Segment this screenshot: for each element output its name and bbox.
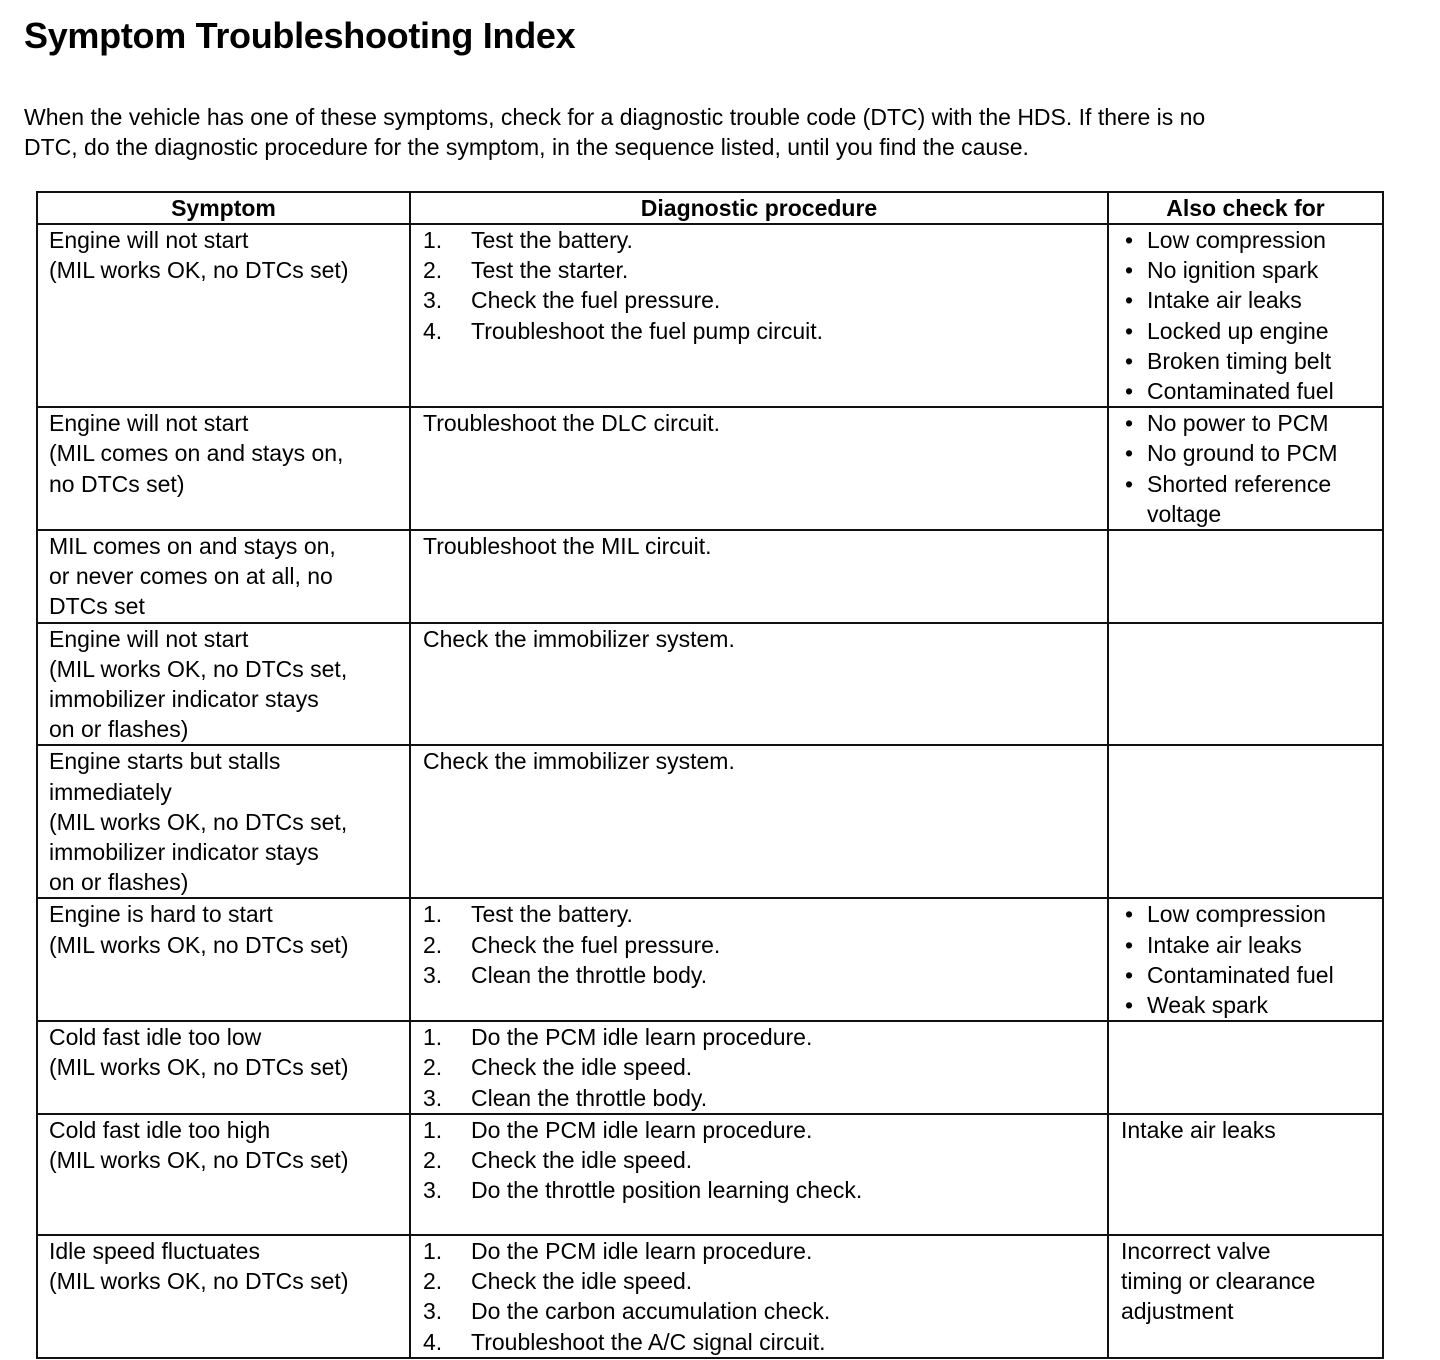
also-check-cell [1108, 623, 1383, 746]
bullet-icon: • [1125, 931, 1134, 958]
symptom-line: DTCs set [49, 593, 145, 620]
symptom-cell [37, 1235, 410, 1358]
symptom-cell [37, 1114, 410, 1235]
also-check-item [1121, 438, 1374, 468]
step-text: Check the fuel pressure. [471, 287, 721, 314]
symptom-line: (MIL works OK, no DTCs set, [49, 655, 348, 682]
also-check-item [1121, 899, 1374, 929]
bullet-icon: • [1125, 347, 1134, 374]
symptom-line: on or flashes) [49, 716, 189, 743]
bullet-icon: • [1125, 410, 1134, 437]
procedure-cell [410, 623, 1108, 746]
symptom-cell [37, 530, 410, 623]
also-check-item [1121, 960, 1374, 990]
symptom-line: (MIL works OK, no DTCs set, [49, 808, 348, 835]
table-row [37, 745, 1383, 898]
also-check-cell [1108, 1021, 1383, 1114]
symptom-line: Cold fast idle too high [49, 1116, 271, 1143]
also-check-cell [1108, 224, 1383, 407]
also-check-text: Contaminated fuel [1147, 961, 1334, 988]
step-number: 2. [423, 1054, 443, 1081]
procedure-step [423, 1236, 1099, 1266]
step-text: Clean the throttle body. [471, 1084, 708, 1111]
table-header-row [37, 192, 1383, 224]
procedure-step [423, 960, 1099, 990]
also-check-text: adjustment [1121, 1298, 1234, 1325]
bullet-icon: • [1125, 440, 1134, 467]
procedure-text: Troubleshoot the MIL circuit. [423, 533, 712, 560]
symptom-cell [37, 224, 410, 407]
also-check-item [1121, 930, 1374, 960]
step-number: 1. [423, 901, 443, 928]
header-diagnostic-procedure: Diagnostic procedure [410, 192, 1108, 224]
procedure-steps [423, 225, 1099, 346]
step-number: 3. [423, 1084, 443, 1111]
symptom-line: (MIL works OK, no DTCs set) [49, 1268, 349, 1295]
symptom-line: Engine will not start [49, 625, 249, 652]
bullet-icon: • [1125, 227, 1134, 253]
procedure-text: Troubleshoot the DLC circuit. [423, 410, 721, 437]
step-text: Do the PCM idle learn procedure. [471, 1024, 813, 1051]
step-number: 1. [423, 227, 443, 253]
also-check-cell [1108, 745, 1383, 898]
symptom-cell [37, 1021, 410, 1114]
also-check-text: Incorrect valve [1121, 1237, 1271, 1264]
also-check-continuation: voltage [1147, 500, 1222, 527]
step-number: 4. [423, 317, 443, 344]
symptom-cell [37, 623, 410, 746]
header-also-check-for: Also check for [1108, 192, 1383, 224]
table-row [37, 623, 1383, 746]
symptom-line: on or flashes) [49, 869, 189, 896]
also-check-list [1121, 899, 1374, 1020]
symptom-line: immobilizer indicator stays [49, 686, 319, 713]
procedure-step [423, 1052, 1099, 1082]
symptom-line: Cold fast idle too low [49, 1024, 262, 1051]
procedure-cell [410, 407, 1108, 530]
table-row [37, 898, 1383, 1021]
step-number: 2. [423, 1268, 443, 1295]
step-text: Check the idle speed. [471, 1268, 693, 1295]
also-check-text: Low compression [1147, 227, 1326, 253]
also-check-item [1121, 316, 1374, 346]
step-text: Test the battery. [471, 227, 633, 253]
also-check-cell [1108, 407, 1383, 530]
bullet-icon: • [1125, 961, 1134, 988]
step-text: Do the carbon accumulation check. [471, 1298, 831, 1325]
procedure-step [423, 1175, 1099, 1205]
procedure-steps [423, 1022, 1099, 1113]
procedure-step [423, 1115, 1099, 1145]
procedure-cell [410, 530, 1108, 623]
step-number: 3. [423, 287, 443, 314]
procedure-step [423, 1327, 1099, 1357]
intro-line: DTC, do the diagnostic procedure for the symptom, in the sequence listed, until you find the cause. [24, 134, 1029, 160]
symptom-line: no DTCs set) [49, 470, 185, 497]
procedure-text: Check the immobilizer system. [423, 748, 735, 775]
page-title: Symptom Troubleshooting Index [24, 15, 576, 56]
header-symptom: Symptom [37, 192, 410, 224]
table-row [37, 1114, 1383, 1235]
also-check-item [1121, 225, 1374, 255]
step-text: Do the PCM idle learn procedure. [471, 1237, 813, 1264]
step-number: 2. [423, 931, 443, 958]
step-text: Check the idle speed. [471, 1054, 693, 1081]
symptom-line: immobilizer indicator stays [49, 839, 319, 866]
symptom-table [36, 191, 1384, 1359]
procedure-cell [410, 1021, 1108, 1114]
bullet-icon: • [1125, 901, 1134, 928]
also-check-text: Contaminated fuel [1147, 378, 1334, 405]
also-check-text: Intake air leaks [1147, 287, 1302, 314]
step-number: 3. [423, 961, 443, 988]
procedure-step [423, 1022, 1099, 1052]
also-check-cell [1108, 1235, 1383, 1358]
intro-line: When the vehicle has one of these symptoms, check for a diagnostic trouble code (DTC) with the HDS. If there is no [24, 104, 1206, 130]
procedure-step [423, 255, 1099, 285]
bullet-icon: • [1125, 257, 1134, 284]
procedure-steps [423, 899, 1099, 990]
symptom-line: or never comes on at all, no [49, 563, 333, 590]
step-text: Do the throttle position learning check. [471, 1177, 863, 1204]
procedure-text: Check the immobilizer system. [423, 625, 735, 652]
bullet-icon: • [1125, 287, 1134, 314]
step-number: 3. [423, 1298, 443, 1325]
symptom-line: immediately [49, 778, 172, 805]
symptom-line: (MIL comes on and stays on, [49, 440, 344, 467]
procedure-step [423, 1083, 1099, 1113]
step-text: Troubleshoot the A/C signal circuit. [471, 1328, 826, 1355]
intro-paragraph [24, 102, 1404, 162]
symptom-line: Engine will not start [49, 410, 249, 437]
also-check-item [1121, 346, 1374, 376]
procedure-step [423, 225, 1099, 255]
symptom-line: (MIL works OK, no DTCs set) [49, 931, 349, 958]
step-text: Check the fuel pressure. [471, 931, 721, 958]
also-check-item [1121, 376, 1374, 406]
also-check-text: Shorted reference [1147, 470, 1332, 497]
step-number: 2. [423, 257, 443, 284]
table-row [37, 530, 1383, 623]
procedure-cell [410, 898, 1108, 1021]
procedure-step [423, 316, 1099, 346]
symptom-line: Engine is hard to start [49, 901, 273, 928]
bullet-icon: • [1125, 992, 1134, 1019]
procedure-cell [410, 1235, 1108, 1358]
step-number: 3. [423, 1177, 443, 1204]
symptom-cell [37, 745, 410, 898]
step-text: Do the PCM idle learn procedure. [471, 1116, 813, 1143]
also-check-text: Intake air leaks [1147, 931, 1302, 958]
step-text: Test the battery. [471, 901, 633, 928]
symptom-line: (MIL works OK, no DTCs set) [49, 1054, 349, 1081]
symptom-line: (MIL works OK, no DTCs set) [49, 257, 349, 284]
step-number: 1. [423, 1116, 443, 1143]
procedure-cell [410, 745, 1108, 898]
procedure-cell [410, 224, 1108, 407]
also-check-item [1121, 255, 1374, 285]
step-text: Clean the throttle body. [471, 961, 708, 988]
procedure-steps [423, 1115, 1099, 1206]
step-number: 4. [423, 1328, 443, 1355]
procedure-step [423, 1296, 1099, 1326]
procedure-cell [410, 1114, 1108, 1235]
procedure-step [423, 899, 1099, 929]
step-text: Check the idle speed. [471, 1147, 693, 1174]
symptom-line: Engine will not start [49, 227, 249, 253]
also-check-item [1121, 285, 1374, 315]
step-text: Test the starter. [471, 257, 629, 284]
symptom-line: MIL comes on and stays on, [49, 533, 336, 560]
table-row [37, 224, 1383, 407]
also-check-text: No power to PCM [1147, 410, 1329, 437]
procedure-step [423, 1266, 1099, 1296]
symptom-cell [37, 407, 410, 530]
step-number: 1. [423, 1024, 443, 1051]
bullet-icon: • [1125, 378, 1134, 405]
bullet-icon: • [1125, 470, 1134, 497]
also-check-text: Weak spark [1147, 992, 1269, 1019]
also-check-item [1121, 408, 1374, 438]
table-row [37, 1235, 1383, 1358]
procedure-step [423, 930, 1099, 960]
also-check-item [1121, 469, 1374, 499]
also-check-cell [1108, 1114, 1383, 1235]
also-check-list [1121, 408, 1374, 499]
also-check-text: Locked up engine [1147, 317, 1329, 344]
procedure-step [423, 1145, 1099, 1175]
table-row [37, 1021, 1383, 1114]
also-check-text: Low compression [1147, 901, 1326, 928]
symptom-line: Idle speed fluctuates [49, 1237, 260, 1264]
also-check-list [1121, 225, 1374, 406]
step-text: Troubleshoot the fuel pump circuit. [471, 317, 823, 344]
also-check-text: No ignition spark [1147, 257, 1319, 284]
procedure-step [423, 285, 1099, 315]
bullet-icon: • [1125, 317, 1134, 344]
procedure-steps [423, 1236, 1099, 1357]
symptom-cell [37, 898, 410, 1021]
also-check-text: timing or clearance [1121, 1268, 1316, 1295]
step-number: 1. [423, 1237, 443, 1264]
also-check-cell [1108, 530, 1383, 623]
symptom-line: (MIL works OK, no DTCs set) [49, 1147, 349, 1174]
also-check-text: Broken timing belt [1147, 347, 1332, 374]
step-number: 2. [423, 1147, 443, 1174]
table-row [37, 407, 1383, 530]
also-check-cell [1108, 898, 1383, 1021]
also-check-text: Intake air leaks [1121, 1116, 1276, 1143]
also-check-text: No ground to PCM [1147, 440, 1338, 467]
symptom-line: Engine starts but stalls [49, 748, 281, 775]
also-check-item [1121, 990, 1374, 1020]
